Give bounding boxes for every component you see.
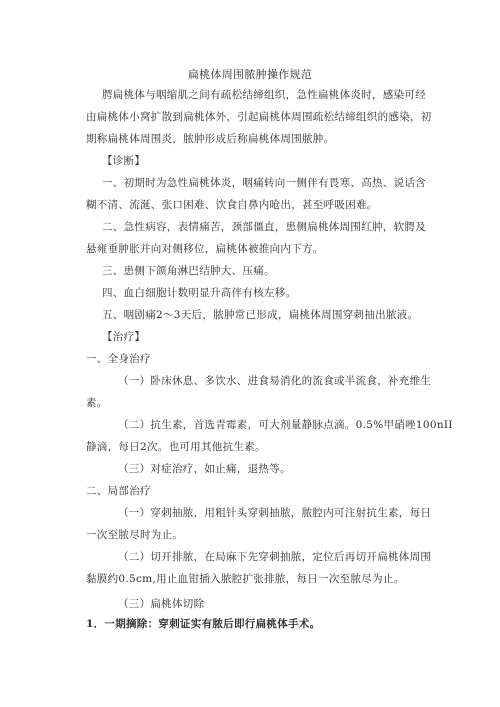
- systemic-line-2: 素。: [86, 397, 108, 409]
- local-line-1: （一）穿刺抽脓，用粗针头穿刺抽脓，脓腔内可注射抗生素，每日: [118, 507, 432, 519]
- local-line-2: 一次至脓尽时为止。: [86, 529, 184, 541]
- diagnosis-line-6: 四、血白细胞计数明显升高伴有核左移。: [102, 287, 297, 299]
- diagnosis-line-3: 二、急性病容，表情痛苦，颈部僵直，患侧扁桃体周围红肿，软腭及: [102, 221, 426, 233]
- diagnosis-line-7: 五、咽剧痛2～3天后，脓肿常已形成，扁桃体周围穿刺抽出脓液。: [102, 309, 419, 321]
- diagnosis-line-1: 一、初期时为急性扁桃体炎，咽痛转向一侧伴有畏寒、高热、说话含: [102, 177, 426, 189]
- systemic-line-1: （一）卧床休息、多饮水、进食易消化的流食或半流食，补充维生: [118, 375, 432, 387]
- systemic-line-3: （二）抗生素，首选青霉素，可大剂量静脉点滴。0.5%甲硝唑100nII: [118, 419, 453, 431]
- local-heading: 二、局部治疗: [86, 485, 151, 497]
- diagnosis-heading: 【诊断】: [102, 155, 146, 167]
- diagnosis-line-4: 悬雍垂肿胀并向对侧移位，扁桃体被推向内下方。: [86, 243, 324, 255]
- intro-line-3: 期称扁桃体周围炎，脓肿形成后称扁桃体周围脓肿。: [86, 133, 335, 145]
- systemic-heading: 一、全身治疗: [86, 353, 151, 365]
- treatment-heading: 【治疗】: [102, 331, 146, 343]
- systemic-line-4: 静滴，每日2次。也可用其他抗生素。: [86, 441, 266, 453]
- diagnosis-line-5: 三、患侧下颌角淋巴结肿大、压痛。: [102, 265, 275, 277]
- local-line-5: （三）扁桃体切除: [118, 598, 205, 610]
- document-title: 扁桃体周围脓肿操作规范: [187, 68, 313, 81]
- local-line-6: 1．一期摘除：穿刺证实有脓后即行扁桃体手术。: [86, 618, 321, 630]
- diagnosis-line-2: 糊不清、流涎、张口困难、饮食自鼻内呛出，甚至呼吸困难。: [86, 199, 378, 211]
- intro-line-1: 腭扁桃体与咽缩肌之间有疏松结缔组织，急性扁桃体炎时，感染可经: [102, 89, 426, 101]
- intro-line-2: 由扁桃体小窝扩散到扁桃体外，引起扁桃体周围疏松结缔组织的感染，初: [86, 111, 432, 123]
- local-line-3: （二）切开排脓，在局麻下先穿刺抽脓，定位后再切开扁桃体周围: [118, 551, 432, 563]
- systemic-line-5: （三）对症治疗，如止痛，退热等。: [118, 463, 291, 475]
- local-line-4: 黏膜约0.5cm,用止血钳插入脓腔扩张排脓，每日一次至脓尽为止。: [86, 573, 405, 585]
